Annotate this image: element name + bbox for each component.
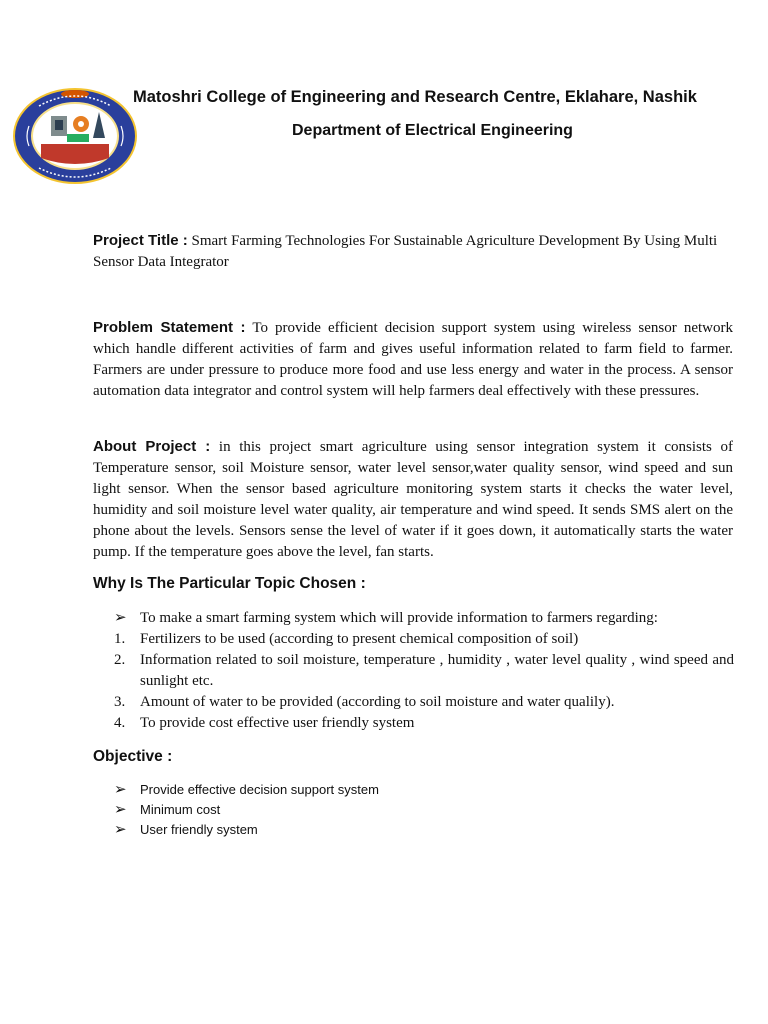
objective-list — [93, 780, 733, 842]
list-item-text: To provide cost effective user friendly system — [140, 715, 415, 731]
list-item-text: Amount of water to be provided (according to soil moisture and water qualily). — [140, 694, 615, 710]
list-item-text: Provide effective decision support system — [140, 782, 379, 797]
about-project-label: About Project : — [93, 438, 211, 455]
arrow-bullet-icon: ➢ — [114, 610, 127, 626]
about-project-section — [93, 436, 733, 563]
about-project-text: in this project smart agriculture using sensor integration system it consists of Temperature sensor, soil Moisture sensor, water level sensor,water quality sensor, wind speed and sun light sensor. When the sensor based agriculture monitoring system starts it checks the water level, humidity and soil moisture level water quality, air temperature and wind speed. It sends SMS alert on the phone about the levels. Sensors sense the level of water if it goes down, it automatically starts the water pump. If the temperature goes above the level, fan starts. — [93, 439, 734, 560]
objective-heading: Objective : — [93, 748, 173, 765]
list-number: 4. — [114, 715, 126, 731]
list-item-text: Fertilizers to be used (according to present chemical composition of soil) — [140, 631, 579, 647]
list-item-text: Minimum cost — [140, 802, 221, 817]
college-seal-icon — [9, 86, 139, 186]
problem-statement-section — [93, 317, 733, 402]
why-topic-list — [93, 608, 733, 738]
arrow-bullet-icon: ➢ — [114, 822, 127, 838]
project-title-text: Smart Farming Technologies For Sustainable Agriculture Development By Using Multi Sensor Data Integrator — [93, 233, 718, 270]
why-topic-heading: Why Is The Particular Topic Chosen : — [93, 575, 366, 592]
college-name: Matoshri College of Engineering and Research Centre, Eklahare, Nashik — [133, 88, 697, 106]
department-name: Department of Electrical Engineering — [292, 122, 573, 139]
problem-statement-text: To provide efficient decision support system using wireless sensor network which handle different activities of farm and gives useful information related to farm field to farmer. Farmers are under pressure to produce more food and use less energy and water in the process. A sensor automation data integrator and control system will help farmers deal effectively with these pressures. — [93, 320, 733, 399]
list-number: 2. — [114, 652, 126, 668]
arrow-bullet-icon: ➢ — [114, 782, 127, 798]
arrow-bullet-icon: ➢ — [114, 802, 127, 818]
list-item-text: To make a smart farming system which will provide information to farmers regarding: — [140, 610, 658, 626]
problem-statement-label: Problem Statement : — [93, 319, 246, 336]
project-title-section — [93, 230, 733, 273]
project-title-label: Project Title : — [93, 232, 188, 249]
list-item-text: User friendly system — [140, 822, 258, 837]
list-number: 1. — [114, 631, 126, 647]
list-item-text: Information related to soil moisture, temperature , humidity , water level quality , wind speed and sunlight etc. — [140, 652, 734, 689]
list-number: 3. — [114, 694, 126, 710]
